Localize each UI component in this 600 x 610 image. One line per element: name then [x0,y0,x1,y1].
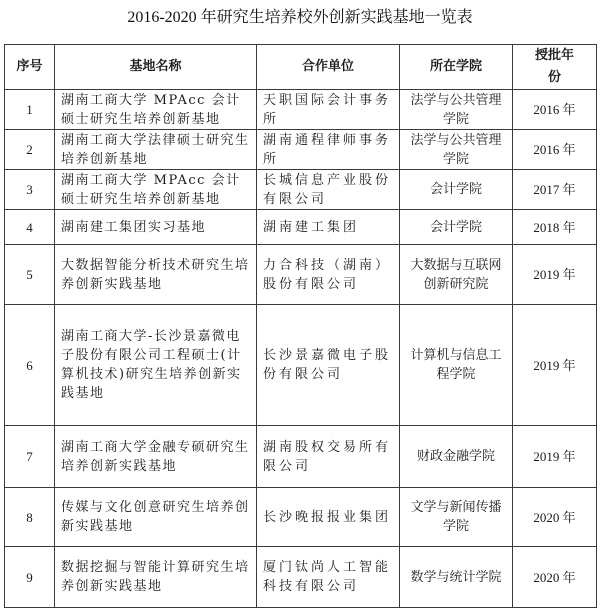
table-row [5,130,597,170]
cell-year: 2017 年 [513,170,597,210]
table-row [5,245,597,305]
cell-name: 大数据智能分析技术研究生培养创新实践基地 [55,245,257,305]
cell-year: 2020 年 [513,547,597,608]
header-college: 所在学院 [400,45,513,90]
cell-partner: 长沙景嘉微电子股份有限公司 [257,305,400,426]
table-row [5,90,597,130]
table-row [5,210,597,245]
cell-college: 数学与统计学院 [400,547,513,608]
header-year: 授批年份 [513,45,597,90]
cell-no: 5 [5,245,55,305]
page-title: 2016-2020 年研究生培养校外创新实践基地一览表 [127,9,473,26]
cell-partner: 湖南通程律师事务所 [257,130,400,170]
cell-college: 计算机与信息工程学院 [400,305,513,426]
cell-partner: 天职国际会计事务所 [257,90,400,130]
cell-year: 2016 年 [513,130,597,170]
cell-name: 传媒与文化创意研究生培养创新实践基地 [55,488,257,547]
bases-table [4,44,597,608]
cell-partner: 力合科技（湖南）股份有限公司 [257,245,400,305]
cell-partner: 长城信息产业股份有限公司 [257,170,400,210]
cell-no: 4 [5,210,55,245]
cell-year: 2016 年 [513,90,597,130]
cell-year: 2019 年 [513,305,597,426]
cell-college: 法学与公共管理学院 [400,130,513,170]
cell-college: 大数据与互联网创新研究院 [400,245,513,305]
cell-partner: 长沙晚报报业集团 [257,488,400,547]
cell-college: 法学与公共管理学院 [400,90,513,130]
cell-college: 财政金融学院 [400,426,513,488]
cell-name: 湖南工商大学法律硕士研究生培养创新基地 [55,130,257,170]
cell-college: 文学与新闻传播学院 [400,488,513,547]
cell-name: 湖南工商大学-长沙景嘉微电子股份有限公司工程硕士(计算机技术)研究生培养创新实践基地 [55,305,257,426]
table-row [5,170,597,210]
cell-college: 会计学院 [400,170,513,210]
cell-name: 湖南建工集团实习基地 [55,210,257,245]
cell-partner: 湖南建工集团 [257,210,400,245]
cell-no: 1 [5,90,55,130]
cell-name: 湖南工商大学 MPAcc 会计硕士研究生培养创新基地 [55,170,257,210]
header-no: 序号 [5,45,55,90]
cell-college: 会计学院 [400,210,513,245]
cell-no: 3 [5,170,55,210]
cell-year: 2019 年 [513,245,597,305]
table-header-row [5,45,597,90]
cell-partner: 湖南股权交易所有限公司 [257,426,400,488]
table-row [5,547,597,608]
table-row [5,305,597,426]
table-row [5,426,597,488]
cell-no: 2 [5,130,55,170]
cell-no: 9 [5,547,55,608]
cell-name: 湖南工商大学 MPAcc 会计硕士研究生培养创新基地 [55,90,257,130]
cell-year: 2018 年 [513,210,597,245]
header-name: 基地名称 [55,45,257,90]
table-row [5,488,597,547]
cell-no: 6 [5,305,55,426]
cell-year: 2019 年 [513,426,597,488]
cell-no: 8 [5,488,55,547]
cell-name: 湖南工商大学金融专硕研究生培养创新实践基地 [55,426,257,488]
header-partner: 合作单位 [257,45,400,90]
cell-name: 数据挖掘与智能计算研究生培养创新实践基地 [55,547,257,608]
cell-year: 2020 年 [513,488,597,547]
cell-partner: 厦门钛尚人工智能科技有限公司 [257,547,400,608]
cell-no: 7 [5,426,55,488]
